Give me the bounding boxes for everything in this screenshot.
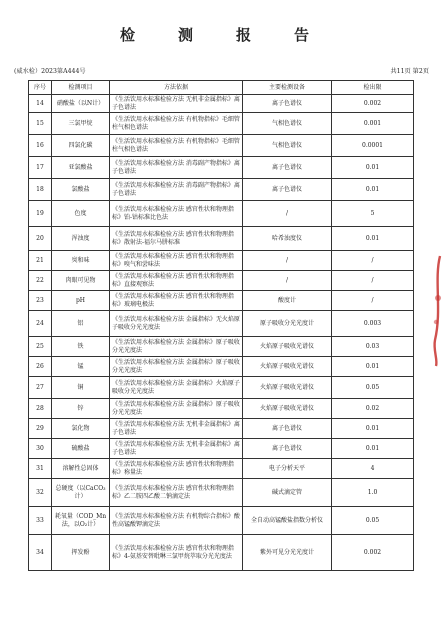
table-row — [29, 535, 414, 571]
equipment-cell: 全自动高锰酸盐指数分析仪 — [243, 507, 332, 535]
table-row — [29, 291, 414, 311]
table-row — [29, 227, 414, 251]
equipment-cell: 碱式滴定管 — [243, 479, 332, 507]
row-number-cell: 23 — [29, 291, 52, 311]
equipment-cell: 紫外可见分光光度计 — [243, 535, 332, 571]
detection-limit-cell: 0.05 — [332, 377, 414, 399]
report-title: 检 测 报 告 — [119, 26, 323, 44]
row-number-cell: 19 — [29, 201, 52, 227]
row-number-cell: 21 — [29, 251, 52, 271]
test-item-cell: 氯酸盐 — [52, 179, 110, 201]
test-item-cell: 锰 — [52, 357, 110, 377]
method-basis-cell: 《生活饮用水标准检验方法 感官性状和物理指标》玻璃电极法 — [110, 291, 243, 311]
equipment-cell: 火焰原子吸收光谱仪 — [243, 357, 332, 377]
detection-limit-cell: 4 — [332, 459, 414, 479]
table-row — [29, 399, 414, 419]
test-item-cell: 亚氯酸盐 — [52, 157, 110, 179]
method-basis-cell: 《生活饮用水标准检验方法 有机物指标》毛细管柱气相色谱法 — [110, 113, 243, 135]
detection-limit-cell: 0.01 — [332, 179, 414, 201]
row-number-cell: 18 — [29, 179, 52, 201]
detection-limit-cell: 0.01 — [332, 357, 414, 377]
table-row — [29, 179, 414, 201]
method-basis-cell: 《生活饮用水标准检验方法 金属指标》火焰原子吸收分光光度法 — [110, 377, 243, 399]
table-row — [29, 507, 414, 535]
col-header-method: 方法依据 — [110, 81, 243, 95]
method-basis-cell: 《生活饮用水标准检验方法 感官性状和物理指标》铂-钴标准比色法 — [110, 201, 243, 227]
col-header-no: 序号 — [29, 81, 52, 95]
table-row — [29, 377, 414, 399]
test-item-cell: 臭和味 — [52, 251, 110, 271]
row-number-cell: 25 — [29, 337, 52, 357]
test-item-cell: pH — [52, 291, 110, 311]
row-number-cell: 29 — [29, 419, 52, 439]
table-row — [29, 201, 414, 227]
equipment-cell: 气相色谱仪 — [243, 135, 332, 157]
test-item-cell: 铁 — [52, 337, 110, 357]
test-item-cell: 色度 — [52, 201, 110, 227]
test-item-cell: 铝 — [52, 311, 110, 337]
method-basis-cell: 《生活饮用水标准检验方法 感官性状和物理指标》散射法-福尔马肼标准 — [110, 227, 243, 251]
equipment-cell: 火焰原子吸收光谱仪 — [243, 399, 332, 419]
test-item-cell: 挥发酚 — [52, 535, 110, 571]
test-item-cell: 四氯化碳 — [52, 135, 110, 157]
method-basis-cell: 《生活饮用水标准检验方法 感官性状和物理指标》嗅气和尝味法 — [110, 251, 243, 271]
method-basis-cell: 《生活饮用水标准检验方法 无机非金属指标》离子色谱法 — [110, 95, 243, 113]
test-item-cell: 溶解性总固体 — [52, 459, 110, 479]
col-header-limit: 检出限 — [332, 81, 414, 95]
method-basis-cell: 《生活饮用水标准检验方法 无机非金属指标》离子色谱法 — [110, 419, 243, 439]
row-number-cell: 17 — [29, 157, 52, 179]
method-basis-cell: 《生活饮用水标准检验方法 消毒副产物指标》离子色谱法 — [110, 179, 243, 201]
row-number-cell: 26 — [29, 357, 52, 377]
method-basis-cell: 《生活饮用水标准检验方法 有机物综合指标》酸性高锰酸钾滴定法 — [110, 507, 243, 535]
equipment-cell: 离子色谱仪 — [243, 95, 332, 113]
detection-limit-cell: 0.05 — [332, 507, 414, 535]
table-row — [29, 157, 414, 179]
equipment-cell: / — [243, 271, 332, 291]
table-row — [29, 311, 414, 337]
method-basis-cell: 《生活饮用水标准检验方法 金属指标》原子吸收分光光度法 — [110, 337, 243, 357]
method-basis-cell: 《生活饮用水标准检验方法 感官性状和物理指标》直接观察法 — [110, 271, 243, 291]
report-number: (威水检）2023第A444号 — [14, 68, 86, 75]
detection-limit-cell: 0.003 — [332, 311, 414, 337]
detection-limit-cell: / — [332, 271, 414, 291]
method-basis-cell: 《生活饮用水标准检验方法 有机物指标》毛细管柱气相色谱法 — [110, 135, 243, 157]
table-row — [29, 479, 414, 507]
detection-limit-cell: 0.03 — [332, 337, 414, 357]
detection-limit-cell: 1.0 — [332, 479, 414, 507]
row-number-cell: 20 — [29, 227, 52, 251]
equipment-cell: 电子分析天平 — [243, 459, 332, 479]
detection-limit-cell: 0.002 — [332, 535, 414, 571]
table-row — [29, 113, 414, 135]
method-basis-cell: 《生活饮用水标准检验方法 金属指标》无火焰原子吸收分光光度法 — [110, 311, 243, 337]
detection-limit-cell: 0.01 — [332, 157, 414, 179]
detection-limit-cell: / — [332, 291, 414, 311]
table-row — [29, 419, 414, 439]
equipment-cell: 离子色谱仪 — [243, 439, 332, 459]
detection-limit-cell: 0.01 — [332, 419, 414, 439]
row-number-cell: 34 — [29, 535, 52, 571]
row-number-cell: 24 — [29, 311, 52, 337]
detection-limit-cell: 0.001 — [332, 113, 414, 135]
method-basis-cell: 《生活饮用水标准检验方法 感官性状和物理指标》称量法 — [110, 459, 243, 479]
table-row — [29, 459, 414, 479]
row-number-cell: 33 — [29, 507, 52, 535]
equipment-cell: 离子色谱仪 — [243, 179, 332, 201]
detection-limit-cell: 0.02 — [332, 399, 414, 419]
detection-limit-cell: 0.01 — [332, 227, 414, 251]
test-item-cell: 铜 — [52, 377, 110, 399]
equipment-cell: / — [243, 251, 332, 271]
table-row — [29, 271, 414, 291]
method-basis-cell: 《生活饮用水标准检验方法 无机非金属指标》离子色谱法 — [110, 439, 243, 459]
test-item-cell: 硫酸盐 — [52, 439, 110, 459]
detection-limit-cell: / — [332, 251, 414, 271]
col-header-equipment: 主要检测设备 — [243, 81, 332, 95]
row-number-cell: 15 — [29, 113, 52, 135]
detection-limit-cell: 0.002 — [332, 95, 414, 113]
table-row — [29, 337, 414, 357]
detection-limit-cell: 5 — [332, 201, 414, 227]
detection-limit-cell: 0.01 — [332, 439, 414, 459]
test-item-cell: 氯化物 — [52, 419, 110, 439]
table-row — [29, 95, 414, 113]
equipment-cell: 离子色谱仪 — [243, 157, 332, 179]
table-row — [29, 135, 414, 157]
results-table — [28, 80, 414, 571]
detection-limit-cell: 0.0001 — [332, 135, 414, 157]
method-basis-cell: 《生活饮用水标准检验方法 感官性状和物理指标》乙二胺四乙酸二钠滴定法 — [110, 479, 243, 507]
equipment-cell: 火焰原子吸收光谱仪 — [243, 337, 332, 357]
test-item-cell: 硝酸盐（以N计） — [52, 95, 110, 113]
equipment-cell: 原子吸收分光光度计 — [243, 311, 332, 337]
test-item-cell: 锌 — [52, 399, 110, 419]
row-number-cell: 28 — [29, 399, 52, 419]
equipment-cell: 离子色谱仪 — [243, 419, 332, 439]
method-basis-cell: 《生活饮用水标准检验方法 金属指标》原子吸收分光光度法 — [110, 399, 243, 419]
row-number-cell: 27 — [29, 377, 52, 399]
row-number-cell: 22 — [29, 271, 52, 291]
row-number-cell: 31 — [29, 459, 52, 479]
table-row — [29, 357, 414, 377]
equipment-cell: 酸度计 — [243, 291, 332, 311]
row-number-cell: 30 — [29, 439, 52, 459]
equipment-cell: 气相色谱仪 — [243, 113, 332, 135]
method-basis-cell: 《生活饮用水标准检验方法 消毒副产物指标》离子色谱法 — [110, 157, 243, 179]
test-item-cell: 肉眼可见物 — [52, 271, 110, 291]
test-item-cell: 三氯甲烷 — [52, 113, 110, 135]
table-header-row — [29, 81, 414, 95]
equipment-cell: 火焰原子吸收光谱仪 — [243, 377, 332, 399]
test-item-cell: 耗氧量（COD_Mn法，以O₂计） — [52, 507, 110, 535]
row-number-cell: 32 — [29, 479, 52, 507]
equipment-cell: / — [243, 201, 332, 227]
row-number-cell: 14 — [29, 95, 52, 113]
method-basis-cell: 《生活饮用水标准检验方法 感官性状和物理指标》4-氨基安替吡啉三氯甲烷萃取分光光度法 — [110, 535, 243, 571]
equipment-cell: 哈希浊度仪 — [243, 227, 332, 251]
page-indicator: 共11页 第2页 — [390, 68, 429, 75]
test-item-cell: 总硬度（以CaCO₃计） — [52, 479, 110, 507]
test-item-cell: 浑浊度 — [52, 227, 110, 251]
method-basis-cell: 《生活饮用水标准检验方法 金属指标》原子吸收分光光度法 — [110, 357, 243, 377]
table-row — [29, 439, 414, 459]
table-row — [29, 251, 414, 271]
col-header-item: 检测项目 — [52, 81, 110, 95]
row-number-cell: 16 — [29, 135, 52, 157]
seal-stamp-icon — [430, 250, 443, 370]
